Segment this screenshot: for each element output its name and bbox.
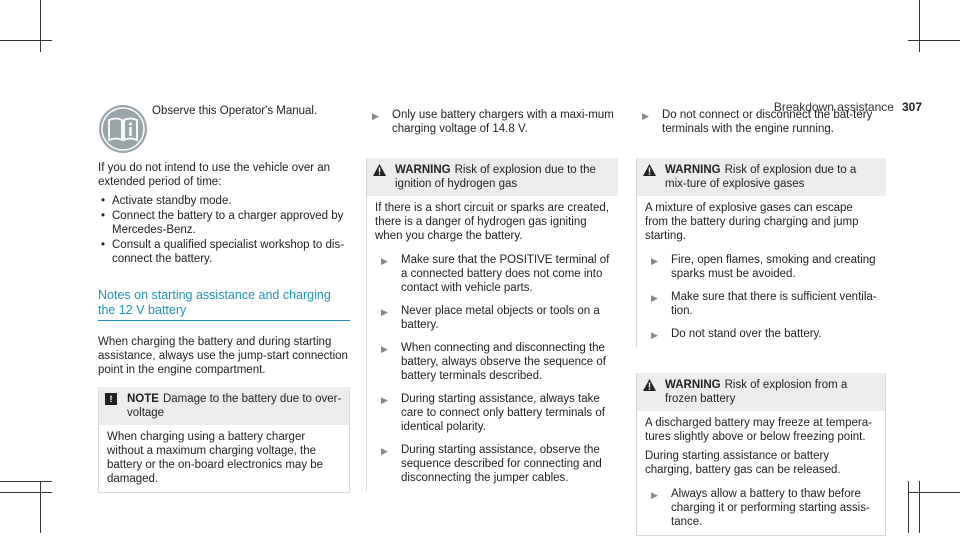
warning-label: WARNING: [665, 164, 721, 176]
page-number: 307: [901, 100, 922, 114]
observe-manual-text: Observe this Operator's Manual.: [152, 105, 318, 117]
warning-heading: Risk of explosion due to the ignition of hydrogen gas: [395, 164, 596, 190]
step-item: [636, 108, 886, 136]
warning-heading: Risk of explosion due to a mix-ture of explosive gases: [665, 164, 857, 190]
column-3: [636, 108, 886, 536]
warning-body: [637, 411, 885, 535]
warning-box: [636, 158, 886, 347]
warning-label: WARNING: [665, 379, 721, 391]
list-item: • Consult a qualified specialist workshop to dis-connect the battery.: [98, 238, 350, 266]
step-item: [375, 341, 610, 383]
step-item: [375, 392, 610, 434]
step-text: Always allow a battery to thaw before charging it or performing starting assis-tance.: [671, 488, 870, 528]
notes-title: Notes on starting assistance and charging the 12 V battery: [98, 288, 331, 317]
step-text: When connecting and disconnecting the battery, always observe the sequence of battery terminals described.: [401, 342, 606, 382]
warning-box: [636, 373, 886, 536]
note-box: [98, 387, 350, 493]
triangle-right-icon: ▶: [381, 256, 388, 266]
triangle-right-icon: ▶: [381, 446, 388, 456]
storage-bullet-list: [98, 194, 350, 266]
note-label: NOTE: [127, 393, 159, 405]
warning-header: [637, 373, 885, 411]
step-item: [366, 108, 618, 136]
notes-text: When charging the battery and during starting assistance, always use the jump-start connection point in the engine compartment.: [98, 336, 348, 376]
step-text: During starting assistance, always take care to connect only battery terminals of identical polarity.: [401, 393, 605, 433]
warning-box: [366, 158, 618, 491]
crop-mark: [40, 481, 41, 533]
note-body: When charging using a battery charger without a maximum charging voltage, the battery or the on-board electronics may be damaged.: [107, 431, 324, 485]
note-header: [99, 387, 349, 425]
step-item: [375, 443, 610, 485]
note-heading: Damage to the battery due to over-voltage: [127, 393, 342, 419]
triangle-right-icon: ▶: [651, 293, 658, 303]
step-item: [645, 487, 877, 529]
warning-text: If there is a short circuit or sparks are created, there is a danger of hydrogen gas igniting when you charge the battery.: [375, 202, 609, 242]
warning-body: [637, 196, 886, 347]
warning-body: [367, 196, 618, 491]
step-item: [375, 304, 610, 332]
column-2: [366, 108, 618, 491]
triangle-right-icon: ▶: [381, 395, 388, 405]
step-text: Do not stand over the battery.: [671, 328, 822, 340]
warning-triangle-icon: [643, 379, 656, 391]
step-text: Only use battery chargers with a maxi-mum charging voltage of 14.8 V.: [392, 109, 614, 135]
step-text: Make sure that there is sufficient ventila-tion.: [671, 291, 877, 317]
triangle-right-icon: ▶: [651, 330, 658, 340]
warning-triangle-icon: [643, 164, 656, 176]
step-item: [645, 290, 878, 318]
crop-mark: [908, 40, 960, 41]
warning-heading: Risk of explosion from a frozen battery: [665, 379, 848, 405]
section-title: Breakdown assistance: [773, 100, 894, 114]
crop-mark: [0, 492, 52, 493]
crop-mark: [0, 481, 52, 482]
step-text: During starting assistance, observe the sequence described for connecting and disconnecting the jumper cables.: [401, 444, 602, 484]
list-item: • Activate standby mode.: [98, 194, 350, 208]
step-text: Do not connect or disconnect the bat-tery terminals with the engine running.: [662, 109, 873, 135]
triangle-right-icon: ▶: [651, 256, 658, 266]
step-item: [375, 253, 610, 295]
warning-triangle-icon: [373, 164, 386, 176]
warning-header: [637, 158, 886, 196]
step-text: Never place metal objects or tools on a battery.: [401, 305, 600, 331]
warning-text: During starting assistance or battery charging, battery gas can be released.: [645, 450, 841, 476]
crop-mark: [0, 40, 52, 41]
step-item: [645, 253, 878, 281]
intro-text: If you do not intend to use the vehicle over an extended period of time:: [98, 162, 331, 188]
exclamation-icon: !: [105, 393, 117, 405]
step-text: Make sure that the POSITIVE terminal of a connected battery does not come into contact with vehicle parts.: [401, 254, 610, 294]
triangle-right-icon: ▶: [372, 111, 379, 121]
triangle-right-icon: ▶: [381, 307, 388, 317]
crop-mark: [919, 481, 920, 533]
list-item: • Connect the battery to a charger approved by Mercedes-Benz.: [98, 209, 350, 237]
crop-mark: [908, 481, 909, 533]
step-text: Fire, open flames, smoking and creating sparks must be avoided.: [671, 254, 876, 280]
triangle-right-icon: ▶: [381, 344, 388, 354]
crop-mark: [908, 492, 960, 493]
triangle-right-icon: ▶: [651, 490, 658, 500]
column-1: [98, 104, 350, 493]
warning-header: [367, 158, 618, 196]
warning-text: A discharged battery may freeze at tempera-tures slightly above or below freezing point.: [645, 417, 872, 443]
step-item: [645, 327, 878, 341]
warning-text: A mixture of explosive gases can escape from the battery during charging and jump starting.: [645, 202, 859, 242]
crop-mark: [40, 0, 41, 52]
section-heading: [98, 288, 350, 321]
warning-label: WARNING: [395, 164, 451, 176]
triangle-right-icon: ▶: [642, 111, 649, 121]
crop-mark: [919, 0, 920, 52]
